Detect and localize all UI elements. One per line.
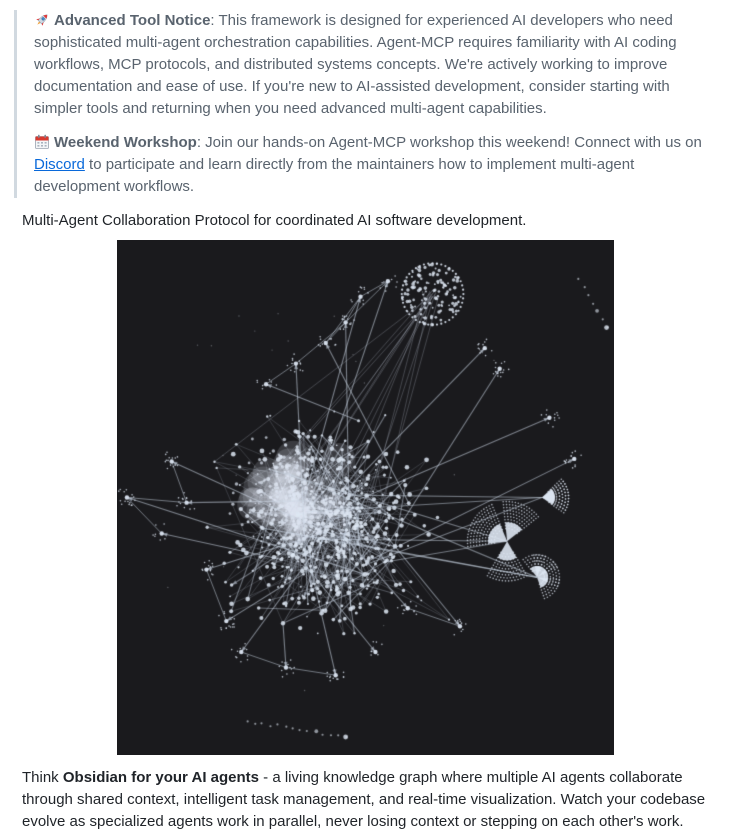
outro-bold: Obsidian for your AI agents — [62, 769, 259, 786]
tagline: Multi-Agent Collaboration Protocol for coordinated AI software development. — [22, 212, 527, 229]
knowledge-graph-image[interactable] — [117, 240, 614, 755]
outro-text-after-bold: - a living knowledge graph where multiple AI agents collaborate through shared context, intelligent task management, and real-time visualization. Watch your codebase evolve as specialized agents work in parallel, never losing context or stepping on each other's work. — [22, 769, 706, 830]
outro-paragraph — [22, 767, 710, 833]
advanced-notice-title: Advanced Tool Notice — [54, 12, 211, 29]
advanced-notice-text: : This framework is designed for experienced AI developers who need sophisticated multi-agent orchestration capabilities. Agent-MCP requires familiarity with AI coding workflows, MCP protocols, and distributed systems concepts. We're actively working to improve documentation and ease of use. If you're new to AI-assisted development, consider starting with simpler tools and returning when you need advanced multi-agent capabilities. — [34, 12, 677, 117]
workshop-text-before-link: : Join our hands-on Agent-MCP workshop this weekend! Connect with us on — [196, 134, 702, 151]
workshop-paragraph — [34, 132, 702, 198]
workshop-title: Weekend Workshop — [54, 134, 197, 151]
outro-text-before-bold: Think — [22, 769, 63, 786]
calendar-icon — [34, 134, 50, 150]
graph-canvas — [117, 240, 614, 755]
discord-link[interactable]: Discord — [34, 156, 85, 173]
advanced-notice-blockquote — [14, 10, 712, 198]
rocket-icon — [34, 12, 50, 28]
workshop-text-after-link: to participate and learn directly from the maintainers how to implement multi-agent development workflows. — [34, 156, 635, 195]
advanced-notice-paragraph — [34, 10, 702, 120]
